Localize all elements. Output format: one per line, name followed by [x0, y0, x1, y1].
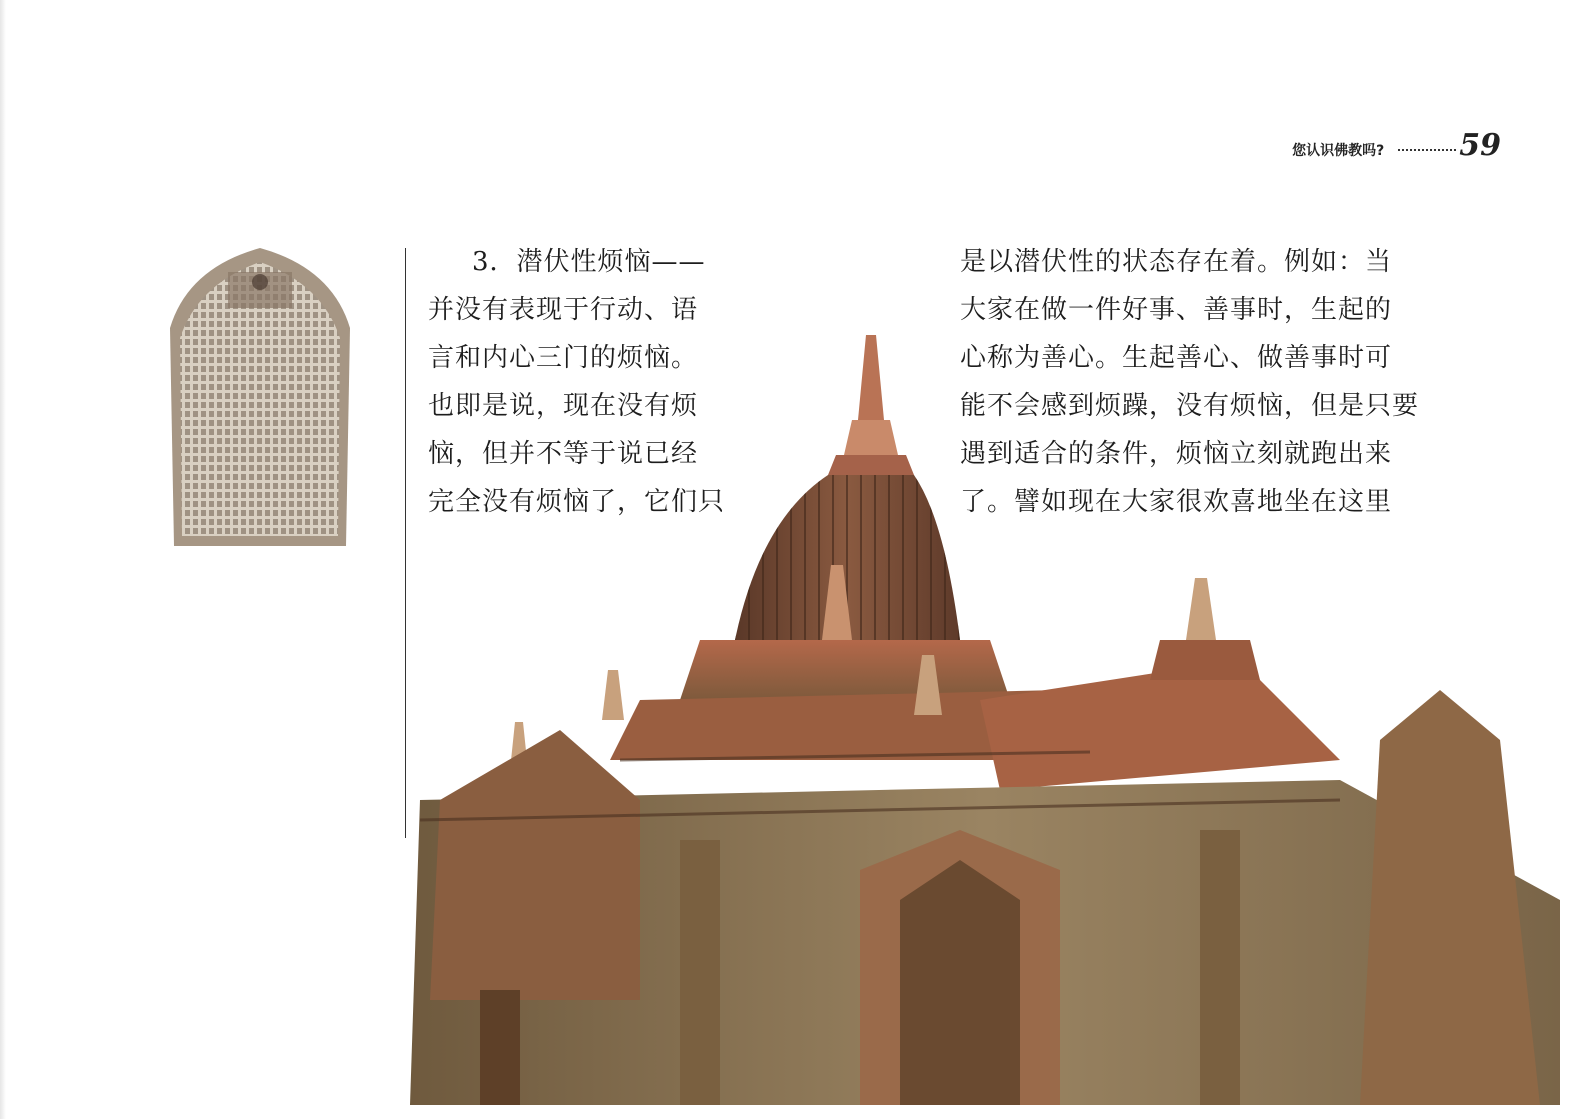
- running-header: [1292, 128, 1501, 163]
- text-line: 也即是说，现在没有烦: [428, 391, 699, 421]
- text-line: 大家在做一件好事、善事时，生起的: [960, 295, 1393, 325]
- text-line: 心称为善心。生起善心、做善事时可: [960, 343, 1393, 373]
- text-line: 遇到适合的条件，烦恼立刻就跑出来: [960, 439, 1393, 469]
- text-line: 了。譬如现在大家很欢喜地坐在这里: [960, 487, 1393, 517]
- page-number: 59: [1459, 128, 1501, 163]
- body-text-right: [960, 238, 1420, 526]
- text-line: 是以潜伏性的状态存在着。例如：当: [960, 247, 1393, 277]
- dot-leader: [1398, 149, 1456, 151]
- running-title: 您认识佛教吗?: [1292, 143, 1385, 159]
- text-line: 能不会感到烦躁，没有烦恼，但是只要: [960, 391, 1420, 421]
- temple-spire: [828, 335, 914, 475]
- vertical-rule: [405, 248, 406, 838]
- text-line: 3．潜伏性烦恼——: [472, 247, 706, 277]
- page-edge: [0, 0, 6, 1119]
- stele-image: [168, 248, 352, 546]
- text-line: 恼，但并不等于说已经: [428, 439, 699, 469]
- text-line: 言和内心三门的烦恼。: [428, 343, 699, 373]
- text-line: 完全没有烦恼了，它们只: [428, 487, 726, 517]
- text-line: 并没有表现于行动、语: [428, 295, 699, 325]
- body-text-left: [428, 238, 726, 526]
- temple-dome: [735, 475, 960, 640]
